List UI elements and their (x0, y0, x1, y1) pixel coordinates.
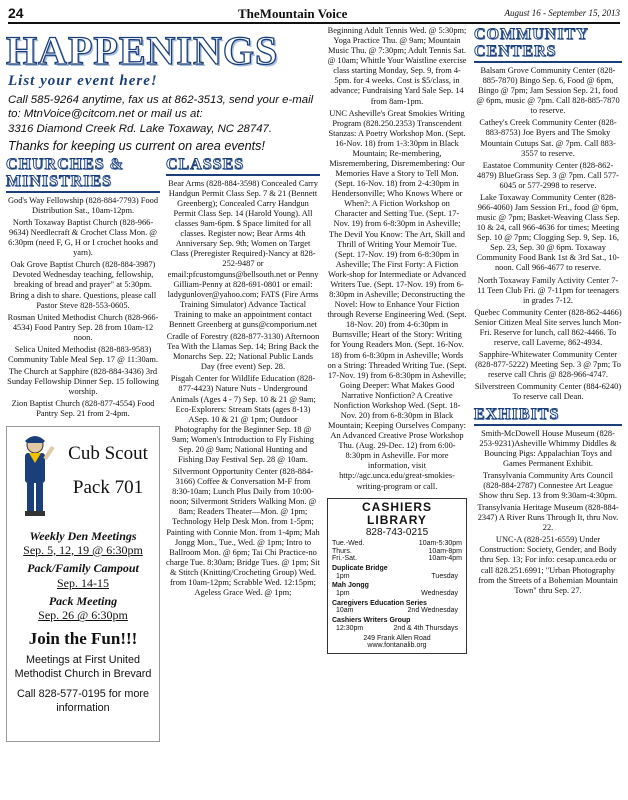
group-schedule (332, 625, 462, 633)
church-entry: Selica United Methodist (828-883-9583) Community Table Meal Sep. 17 @ 11:30am. (8, 344, 158, 365)
community-entry: Eastatoe Community Center (828-862-4879) BlueGrass Sep. 3 @ 7pm. Call 577-6045 or 577-2998 to reserve. (477, 160, 619, 190)
community-entry: Sapphire-Whitewater Community Center (828-877-5222) Meeting Sep. 3 @ 7pm; To reserve call Chris @ 828-966-4747. (475, 350, 621, 380)
meeting-location: Meetings at First United (25, 654, 140, 667)
churches-section (6, 156, 160, 742)
cub-scout-emblem-icon (13, 433, 57, 519)
contact-info: information (56, 702, 110, 715)
happenings-column (6, 26, 322, 715)
contact-info: Call 828-577-0195 for more (16, 688, 150, 701)
group-day: 2nd Wednesday (407, 607, 458, 615)
exhibit-entry: Transylvania Heritage Museum (828-884-2347) A River Runs Through It, thru Nov. 22. (477, 503, 619, 533)
classes-section (166, 156, 320, 600)
publication-date: August 16 - September 15, 2013 (504, 8, 620, 18)
library-website[interactable]: www.fontanalib.org (367, 642, 427, 650)
exhibit-entry: Smith-McDowell House Museum (828-253-9231)Asheville Whimmy Diddles & Bouncing Pigs: Appalachian Toys and Games Permanent Exhibit. (479, 428, 617, 468)
writing-program-entry: UNC Asheville's Great Smokies Writing Program (828.250.2353) Transcendent Stanzas: A Poetry Workshop Mon. (Sept. 16-Nov. 18) from 1-3:30pm in Black Mountain; Re-membering, Misremembering, Disremembering: Our Memories Have a Story to Tell Mon. (Sept. 16-Nov. 18) from 2-4:30pm in Hendersonville; Who Knows Where or When?: A Fiction Workshop on Character and Setting Tue. (Sept. 17-Nov. 19) from 6-8:30pm in Asheville; The Devil You Know: The Art, Skill and Thrill of Writing Your Memoir Tue. (Sept. 17-Nov. 19) from 6-8:30pm in Asheville; The First Forty: A Fiction Work-shop for Intermediate or Advanced Writers Tue. (Sept. 17-Nov. 19) from 6-8:30pm in Asheville; Deconstructing the Novel: How to Enhance Your Fiction through Reverse Engineering Wed. (Sept. 18-Nov. 20) from 4-6:30pm in Burnsville; Heart of the Story: Writing for Young Readers Mon. (Sept. 16-Nov. 18) from 6-8:30pm in Asheville; Words on a String: Threaded Writing Tue. (Sept. 17-Nov. 19) from 6-8:30pm in Asheville; Going Deeper: What Makes Good Narrative Nonfiction? A Creative Nonfiction Workshop Wed. (Sept. 18-Nov. 20) from 6-8:30pm in Black Mountain; Keeping Ourselves Company: An Advanced Creative Prose Workshop Thu. (Aug. 29-Dec. 12) from 6:00-8:30pm in Asheville. For more information, visit http://agc.unca.edu/great-smokies-writing-program or call. (327, 108, 467, 491)
group-schedule (332, 607, 462, 615)
group-schedule (332, 590, 462, 598)
group-day: 2nd & 4th Thursdays (393, 624, 458, 632)
class-entry-continued: Beginning Adult Tennis Wed. @ 5:30pm; Yoga Practice Thu. @ 9am; Mountain Music Thu. @ 7:30pm; Adult Tennis Sat. @ 10am; Whittle Your Waistline exercise class starting Monday, Sep. 9, from 4-5pm. for 4 weeks. Cost is $5/class, in advance; Fundraising Yard Sale Sep. 14 from 8am-1pm. (327, 26, 467, 106)
weekly-heading: Weekly Den Meetings (29, 528, 137, 543)
intro-line: to: MtnVoice@citcom.net or mail us at: (8, 108, 203, 121)
submission-info (8, 93, 322, 136)
pack-meeting-heading: Pack Meeting (48, 594, 118, 609)
hours-row (332, 555, 462, 563)
community-entry: Quebec Community Center (828-862-4466) Senior Citizen Meal Site serves lunch Mon-Fri. Reserve for lunch, call 862-4466. To reserve, call Laverne, 862-4934. (474, 307, 622, 348)
campout-dates: Sep. 14-15 (57, 575, 109, 590)
hours-time: 10am-5:30pm (418, 539, 462, 547)
exhibit-entry: Transylvania Community Arts Council (828-884-2787) Connestee Art League Show thru Sep. 13 from 9:30am-4:30pm. (479, 470, 617, 500)
hours-days: Tue.-Wed. (332, 539, 365, 547)
classes-title: CLASSES (166, 155, 245, 173)
group-schedule (332, 573, 462, 581)
church-entry: God's Way Fellowship (828-884-7793) Food Distribution Sat., 10am-12pm. (7, 195, 159, 215)
hours-days: Thurs. (332, 547, 352, 555)
meeting-location: Methodist Church in Brevard (14, 668, 152, 681)
church-entry: Oak Grove Baptist Church (828-884-3987) Devoted Wednesday teaching, fellowship, breaking of bread and prayer" at 5:30pm. Bring a dish to share. Questions, please call Pastor Steve 828-553-0605. (9, 260, 157, 310)
intro-line: Call 585-9264 anytime, fax us at 862-3513, send your e-mail (8, 94, 314, 106)
group-time: 1pm (336, 572, 350, 580)
group-day: Wednesday (421, 590, 458, 598)
cashiers-library-box (327, 498, 467, 654)
page-header (8, 5, 620, 21)
hours-row (332, 540, 462, 548)
section-rule (6, 191, 160, 193)
pack-meeting-date: Sep. 26 @ 6:30pm (38, 608, 128, 623)
class-entry: Pisgah Center for Wildlife Education (828-877-4423) Nature Nuts - Underground Animals (Ages 4 - 7) Sep. 10 & 21 @ 9am; Eco-Explorers: Stream Stats (ages 8-13) ASep. 10 & 21 @ 1pm; Outdoor Photography for the Beginner Sep. 18 @ 9am; Women's Introduction to Fly Fishing Sep. 20 @ 9am; National Hunting and Fishing Day Festival Sep. 28 @ 10am. (170, 374, 316, 464)
group-name: Duplicate Bridge (332, 565, 388, 573)
library-address: 249 Frank Allen Road (363, 634, 431, 642)
scout-pack: Pack 701 (72, 477, 144, 499)
group-day: Tuesday (431, 572, 458, 580)
community-entry: Silverstreen Community Center (884-6240) To reserve call Dean. (474, 382, 622, 402)
group-time: 10am (336, 607, 354, 615)
section-rule (474, 424, 622, 426)
group-name: Cashiers Writers Group (332, 617, 411, 625)
header-rule (8, 22, 620, 24)
join-slogan: Join the Fun!!! (28, 628, 138, 648)
class-entry: Bear Arms (828-884-3598) Concealed Carry Handgun Permit Class Sep. 7 & 21 (Bennett Greenberg); Concealed Carry Handgun Permit Class Sep. 14 (Harold Young). All classes 9am-6pm. $ Space limited for all classes. Register now; Bear Arms 4th Anniversary Sep. 9th; Women on Target Class (Preregister Required)-Nancy at 828-252-9487 or email:pfcustomguns@bellsouth.net or Penny Gilliam-Penny at 828-691-0801 or email: ladygunlover@yahoo.com; FATS (Fire Arms Training Simulator) Advance Tactical Training to make an appointment contact Bennett Greenberg at guns@comporium.net (167, 178, 319, 329)
exhibit-entry: UNC-A (828-251-6559) Under Construction: Society, Gender, and Body thru Sep. 13; For info: cesap.unca.edu or call 828.251.6991; "Urban Photography from the Streets of a Bohemian Mountain Town" thru Sep. 27. (478, 535, 618, 595)
middle-column (327, 26, 467, 654)
masthead: TheMountain Voice (238, 6, 348, 21)
weekly-dates: Sep. 5, 12, 19 @ 6:30pm (23, 542, 143, 557)
library-phone: 828-743-0215 (365, 526, 429, 538)
scout-title: Cub Scout (68, 442, 148, 464)
community-title: COMMUNITY CENTERS (474, 26, 589, 60)
group-time: 1pm (336, 590, 350, 598)
exhibits-title: EXHIBITS (474, 405, 560, 423)
page-number: 24 (8, 5, 24, 21)
hours-time: 10am-8pm (428, 547, 462, 555)
church-entry: The Church at Sapphire (828-884-3436) 3rd Sunday Fellowship Dinner Sep. 15 following worship. (7, 367, 159, 397)
section-rule (474, 61, 622, 63)
campout-heading: Pack/Family Campout (27, 561, 139, 576)
community-entry: Cathey's Creek Community Center (828-883-8753) Joe Byers and The Smoky Mountain Cutups Sat. @ 7pm. Call 883-3557 to reserve. (479, 118, 617, 158)
church-entry: Zion Baptist Church (828-877-4554) Food Pantry Sep. 21 from 2-4pm. (11, 399, 155, 419)
cub-scout-ad (6, 426, 160, 742)
hours-days: Fri.-Sat. (332, 555, 357, 563)
group-name: Mah Jongg (332, 582, 369, 590)
happenings-title: HAPPENINGS (6, 28, 279, 73)
community-entry: Lake Toxaway Community Center (828-966-4060) Jam Session Fri., food @ 6pm, music @ 7pm; Basket-Weaving Class Sep. 10 & 24, call 966-4636 for times; Meeting Sep. 10 @ 7pm; Clogging Sep. 9, Sep. 16, Sep. 23, Sep. 30 @ 6pm. Toxaway Community Food Bank 1st & 3rd Sat., 10-noon. Call 966-4677 to reserve. (476, 192, 620, 273)
group-time: 12:30pm (336, 624, 364, 632)
class-entry: Cradle of Forestry (828-877-3130) Afternoon Tea With the Llamas Sep. 14; Bring Back the Monarchs Sep. 22; National Public Lands Day (free event) Sep. 28. (166, 332, 320, 372)
community-entry: Balsam Grove Community Center (828-885-7870) Bingo Sep. 6, Food @ 6pm, Bingo @ 7pm; Jam Session Sep. 21, food @ 6pm, music @ 7pm. Call 828-885-7870 to reserve. (476, 66, 620, 116)
section-rule (166, 174, 320, 176)
library-title: CASHIERS LIBRARY (361, 499, 432, 527)
happenings-subtitle: List your event here! (8, 73, 158, 89)
thanks-note: Thanks for keeping us current on area events! (8, 138, 265, 153)
churches-title: CHURCHES & MINISTRIES (6, 155, 125, 190)
class-entry: Silvermont Opportunity Center (828-884-3166) Coffee & Conversation M-F from 8:30-10am; Lunch Plus Daily from 10:00-noon; Silvermont Striders Walking Mon. @ 8am; Readers Theater—Mon. @ 1pm; Technology Help Desk Mon. from 1-5pm; Painting with Connie Mon. from 1-4pm; Mah Jongg Mon., Tue., Wed. @ 1pm; Intro to Ballroom Mon. @ 6pm; Tai Chi Practice-no charge Tue. 8:30am; Bridge Tues. @ 1pm; Sit & Stitch (Knitting/Crocheting Group) Wed. from 10am-12pm; Scrabble Wed. 12:15pm; Ageless Grace Wed. @ 1pm; (166, 467, 320, 597)
hours-time: 10am-4pm (428, 555, 462, 563)
group-name: Caregivers Education Series (332, 599, 427, 607)
hours-row (332, 548, 462, 556)
mailing-address: 3316 Diamond Creek Rd. Lake Toxaway, NC 28747. (8, 122, 273, 135)
church-entry: Rosman United Methodist Church (828-966-4534) Food Pantry Sep. 28 from 10am-12 noon. (7, 312, 159, 342)
right-column (474, 26, 622, 598)
church-entry: North Toxaway Baptist Church (828-966-9634) Needlecraft & Crochet Class Mon. @ 6:30pm (need F, G, H or I crochet hooks and yarn). (8, 218, 158, 258)
community-entry: North Toxaway Family Activity Center 7-11 Teen Club Fri. @ 7-11pm for teenagers in grades 7-12. (477, 275, 619, 305)
